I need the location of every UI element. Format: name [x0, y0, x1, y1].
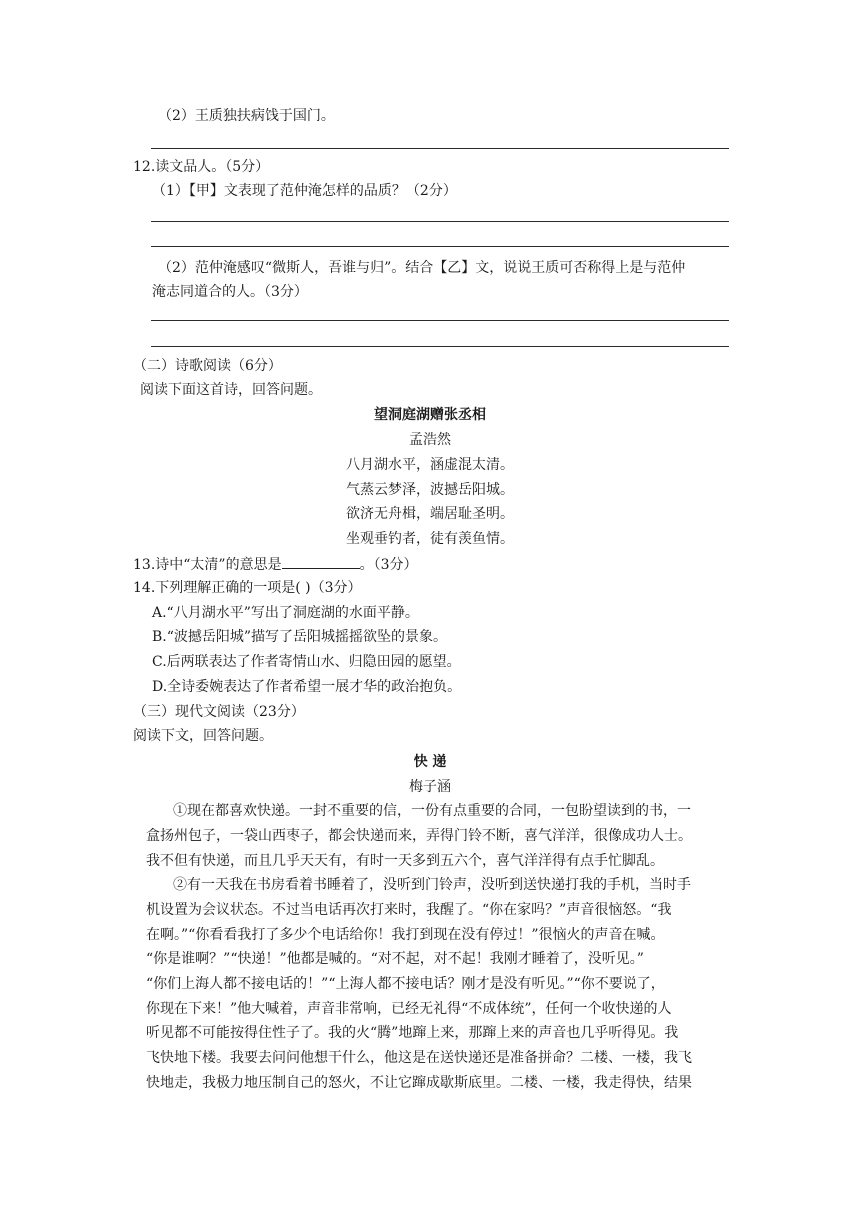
q14-option-d: D.全诗委婉表达了作者希望一展才华的政治抱负。: [152, 679, 462, 695]
poetry-section-title: （二）诗歌阅读（6分）: [133, 358, 282, 374]
paragraph-line: “你们上海人都不接电话的！”“上海人都不接电话？刚才是没有听见。”“你不要说了，: [146, 976, 665, 992]
paragraph-line: 你现在下来！”他大喊着，声音非常响，已经无礼得“不成体统”，任何一个收快递的人: [146, 1001, 672, 1017]
paragraph-line: 机设置为会议状态。不过当电话再次打来时，我醒了。“你在家吗？”声音很恼怒。“我: [146, 902, 672, 918]
poem-line: 坐观垂钓者，徒有羡鱼情。: [346, 531, 514, 547]
q14-option-a: A.“八月湖水平”写出了洞庭湖的水面平静。: [152, 605, 419, 621]
poem-title: 望洞庭湖赠张丞相: [374, 407, 486, 423]
modern-section-title: （三）现代文阅读（23分）: [133, 704, 305, 720]
q13-text-end: 。（3分）: [359, 557, 418, 573]
paragraph-line: 听见都不可能按得住性子了。我的火“腾”地蹿上来，那蹿上来的声音也几乎听得见。我: [146, 1025, 679, 1041]
article-author: 梅子涵: [409, 779, 451, 795]
answer-line[interactable]: [151, 246, 729, 247]
q12-item1: （1）【甲】文表现了范仲淹怎样的品质？（2分）: [152, 183, 457, 199]
q12-item2-line2: 淹志同道合的人。（3分）: [152, 284, 308, 300]
paragraph-line: 在啊。”“你看看我打了多少个电话给你！我打到现在没有停过！”很恼火的声音在喊。: [146, 927, 665, 943]
answer-line[interactable]: [151, 320, 729, 321]
answer-line[interactable]: [151, 346, 729, 347]
q14-option-c: C.后两联表达了作者寄情山水、归隐田园的愿望。: [152, 654, 461, 670]
q12-item2-line1: （2）范仲淹感叹“微斯人，吾谁与归”。结合【乙】文，说说王质可否称得上是与范仲: [158, 260, 686, 276]
answer-line[interactable]: [151, 221, 729, 222]
q11-item2: （2）王质独扶病饯于国门。: [158, 108, 335, 124]
paragraph-line: ①现在都喜欢快递。一封不重要的信，一份有点重要的合同，一包盼望读到的书，一: [173, 803, 691, 819]
article-title: 快 递: [413, 754, 447, 770]
q12-heading: 12.读文品人。（5分）: [133, 159, 270, 175]
poem-author: 孟浩然: [409, 432, 451, 448]
paragraph-line: 我不但有快递，而且几乎天天有，有时一天多到五六个，喜气洋洋得有点手忙脚乱。: [146, 853, 664, 869]
q13-text: 13.诗中“太清”的意思是: [133, 557, 282, 573]
poem-line: 八月湖水平，涵虚混太清。: [346, 457, 514, 473]
answer-line[interactable]: [151, 148, 729, 149]
modern-instruction: 阅读下文，回答问题。: [133, 728, 273, 744]
poem-line: 欲济无舟楫，端居耻圣明。: [346, 506, 514, 522]
q14-stem: 14.下列理解正确的一项是( )（3分）: [133, 580, 362, 596]
paragraph-line: 快地走，我极力地压制自己的怒火，不让它蹿成歇斯底里。二楼、一楼，我走得快，结果: [146, 1075, 692, 1091]
paragraph-line: 盒扬州包子，一袋山西枣子，都会快递而来，弄得门铃不断，喜气洋洋，很像成功人士。: [146, 828, 692, 844]
poetry-instruction: 阅读下面这首诗，回答问题。: [140, 382, 322, 398]
q14-option-b: B.“波撼岳阳城”描写了岳阳城摇摇欲坠的景象。: [152, 629, 448, 645]
q13-answer-blank[interactable]: [282, 554, 360, 569]
q13: [133, 554, 418, 574]
paragraph-line: 飞快地下楼。我要去问问他想干什么，他这是在送快递还是准备拼命？二楼、一楼，我飞: [146, 1050, 692, 1066]
paragraph-line: ②有一天我在书房看着书睡着了，没听到门铃声，没听到送快递打我的手机，当时手: [173, 877, 691, 893]
poem-line: 气蒸云梦泽，波撼岳阳城。: [346, 482, 514, 498]
paragraph-line: “你是谁啊？”“快递！”他都是喊的。“对不起，对不起！我刚才睡着了，没听见。”: [146, 951, 644, 967]
